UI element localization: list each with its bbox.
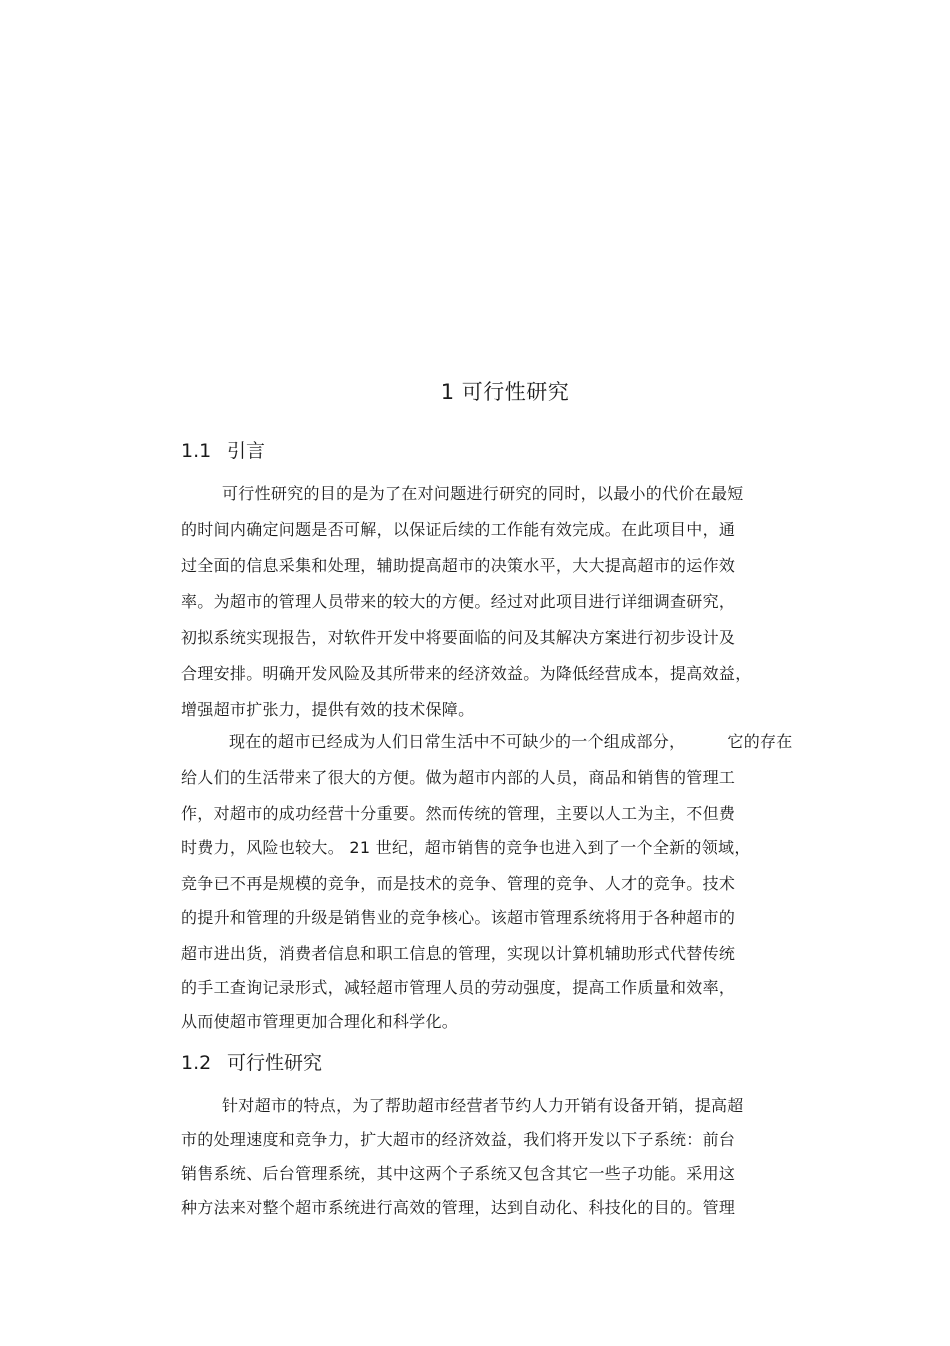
- chapter-title: 1 可行性研究: [440, 380, 570, 404]
- paragraph-line: 种方法来对整个超市系统进行高效的管理，达到自动化、科技化的目的。管理: [181, 1198, 736, 1217]
- paragraph-line: 时费力，风险也较大。 21 世纪，超市销售的竞争也进入到了一个全新的领域，: [181, 838, 751, 857]
- paragraph-line: 过全面的信息采集和处理，辅助提高超市的决策水平，大大提高超市的运作效: [181, 556, 736, 575]
- paragraph-line: 超市进出货，消费者信息和职工信息的管理，实现以计算机辅助形式代替传统: [181, 944, 736, 963]
- section-heading-1-1: [181, 436, 265, 463]
- paragraph-line: 针对超市的特点，为了帮助超市经营者节约人力开销有设备开销，提高超: [222, 1096, 744, 1115]
- paragraph-line: 竞争已不再是规模的竞争，而是技术的竞争、管理的竞争、人才的竞争。技术: [181, 874, 736, 893]
- paragraph-text: 它的存在: [727, 732, 793, 751]
- paragraph-line: 销售系统、后台管理系统，其中这两个子系统又包含其它一些子功能。采用这: [181, 1164, 736, 1183]
- paragraph-line: 的时间内确定问题是否可解，以保证后续的工作能有效完成。在此项目中，通: [181, 520, 736, 539]
- paragraph-line: 率。为超市的管理人员带来的较大的方便。经过对此项目进行详细调查研究，: [181, 592, 736, 611]
- paragraph-line: 的提升和管理的升级是销售业的竞争核心。该超市管理系统将用于各种超市的: [181, 908, 736, 927]
- paragraph-line: 合理安排。明确开发风险及其所带来的经济效益。为降低经营成本，提高效益，: [181, 664, 752, 683]
- paragraph-line: [229, 732, 793, 752]
- paragraph-line: 可行性研究的目的是为了在对问题进行研究的同时，以最小的代价在最短: [222, 484, 744, 503]
- paragraph-line: 从而使超市管理更加合理化和科学化。: [181, 1012, 459, 1031]
- section-heading-1-2: [181, 1048, 322, 1075]
- paragraph-line: 市的处理速度和竞争力，扩大超市的经济效益，我们将开发以下子系统：前台: [181, 1130, 736, 1149]
- section-title: 可行性研究: [227, 1052, 323, 1074]
- paragraph-line: 作，对超市的成功经营十分重要。然而传统的管理，主要以人工为主，不但费: [181, 804, 736, 823]
- section-number: 1.1: [181, 440, 212, 462]
- paragraph-line: 给人们的生活带来了很大的方便。做为超市内部的人员，商品和销售的管理工: [181, 768, 736, 787]
- paragraph-text: 现在的超市已经成为人们日常生活中不可缺少的一个组成部分，: [229, 732, 686, 751]
- paragraph-line: 初拟系统实现报告，对软件开发中将要面临的问及其解决方案进行初步设计及: [181, 628, 736, 647]
- paragraph-line: 的手工查询记录形式，减轻超市管理人员的劳动强度，提高工作质量和效率，: [181, 978, 736, 997]
- section-number: 1.2: [181, 1052, 212, 1074]
- paragraph-line: 增强超市扩张力，提供有效的技术保障。: [181, 700, 475, 719]
- section-title: 引言: [227, 440, 266, 462]
